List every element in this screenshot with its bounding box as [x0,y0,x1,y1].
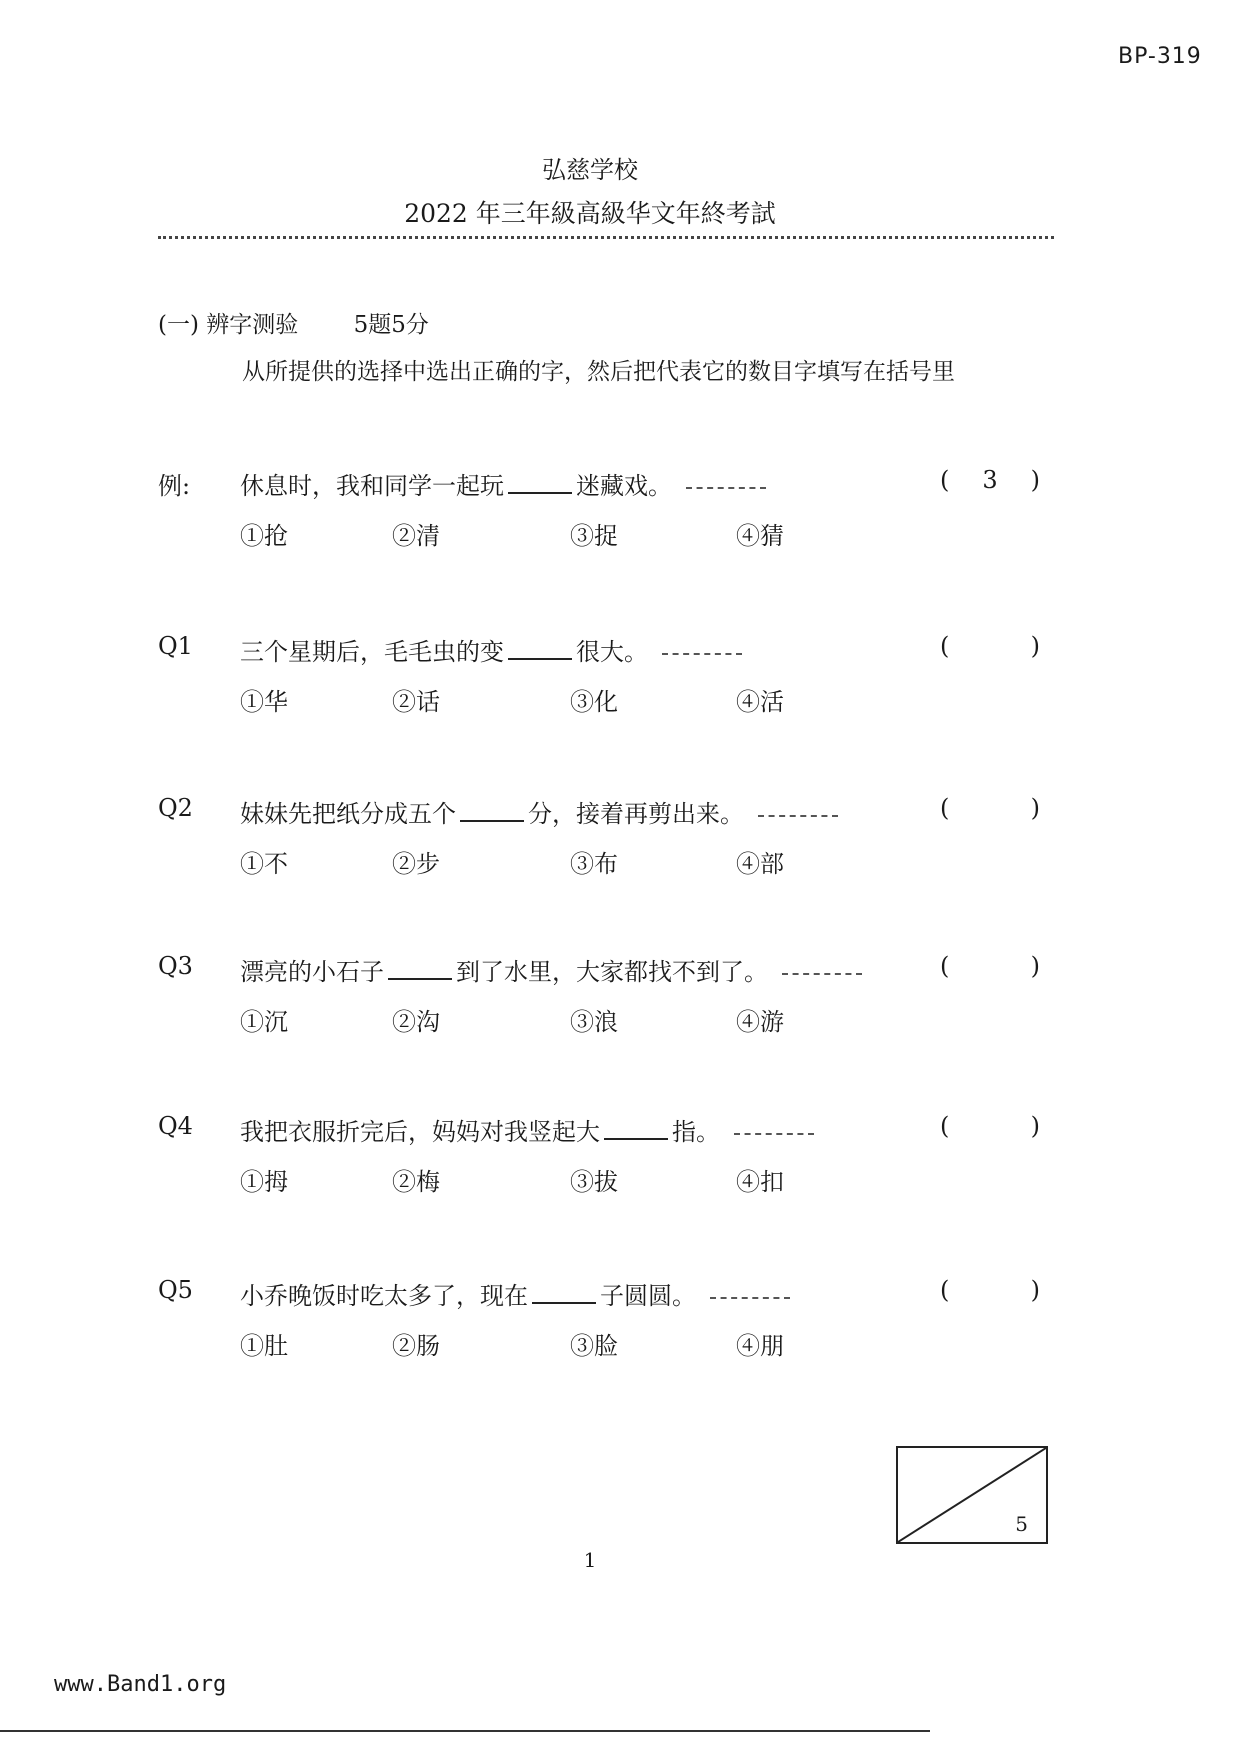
school-name: 弘慈学校 [542,156,638,184]
answer-option: ③拔 [570,1168,618,1196]
question-text-before: 三个星期后，毛毛虫的变 [240,638,504,666]
answer-option: ④活 [736,688,784,716]
answer-blank [460,800,524,822]
dotted-leader [662,653,742,655]
question-text [240,952,862,987]
dotted-leader [710,1297,790,1299]
question-text-after: 很大。 [576,638,648,666]
right-paren: ) [1030,1276,1040,1304]
answer-parentheses[interactable] [940,466,1040,494]
right-paren: ) [1030,952,1040,980]
answer-option: ④猜 [736,522,784,550]
answer-option: ②清 [392,522,440,550]
answer-option: ①沉 [240,1008,288,1036]
question-text-after: 子圆圆。 [600,1282,696,1310]
answer-option: ②步 [392,850,440,878]
score-box [896,1446,1048,1544]
answer-option: ④朋 [736,1332,784,1360]
question-text-after: 迷藏戏。 [576,472,672,500]
left-paren: ( [940,466,950,494]
question-text-after: 到了水里，大家都找不到了。 [456,958,768,986]
question-text [240,794,838,829]
question-text-before: 我把衣服折完后，妈妈对我竖起大 [240,1118,600,1146]
section-points: 5题5分 [353,312,429,338]
page-number: 1 [583,1548,597,1572]
answer-option: ③化 [570,688,618,716]
dotted-leader [734,1133,814,1135]
document-code: BP-319 [1118,44,1202,69]
section-instructions: 从所提供的选择中选出正确的字，然后把代表它的数目字填写在括号里 [242,359,955,385]
left-paren: ( [940,952,950,980]
answer-option: ①华 [240,688,288,716]
answer-blank [508,638,572,660]
question-label: Q1 [158,632,193,660]
question-label: Q5 [158,1276,193,1304]
answer-option: ①抢 [240,522,288,550]
question-text-after: 指。 [672,1118,720,1146]
answer-option: ③布 [570,850,618,878]
right-paren: ) [1030,794,1040,822]
question-label: Q3 [158,952,193,980]
answer-blank [604,1118,668,1140]
exam-title: 2022 年三年級高級华文年終考試 [404,199,776,228]
answer-option: ②肠 [392,1332,440,1360]
answer-option: ①不 [240,850,288,878]
question-text-after: 分，接着再剪出来。 [528,800,744,828]
question-text-before: 休息时，我和同学一起玩 [240,472,504,500]
question-text [240,1112,814,1147]
answer-option: ①拇 [240,1168,288,1196]
answer-option: ③浪 [570,1008,618,1036]
answer-option: ④扣 [736,1168,784,1196]
answer-option: ②话 [392,688,440,716]
score-value: 5 [1015,1512,1028,1536]
question-text-before: 小乔晚饭时吃太多了，现在 [240,1282,528,1310]
footer-line [0,1730,930,1732]
dotted-leader [686,487,766,489]
answer-option: ②沟 [392,1008,440,1036]
answer-option: ①肚 [240,1332,288,1360]
answer-option: ③脸 [570,1332,618,1360]
dotted-leader [782,973,862,975]
left-paren: ( [940,794,950,822]
right-paren: ) [1030,632,1040,660]
dotted-leader [758,815,838,817]
divider-rule [158,236,1054,239]
answer-option: ②梅 [392,1168,440,1196]
answer-parentheses[interactable] [940,952,1040,980]
answer-parentheses[interactable] [940,1112,1040,1140]
right-paren: ) [1030,1112,1040,1140]
answer-blank [388,958,452,980]
left-paren: ( [940,1276,950,1304]
answer-value: 3 [982,466,998,494]
question-label: 例: [158,472,191,500]
answer-blank [508,472,572,494]
section-title: (一) 辨字测验 [158,312,299,338]
answer-parentheses[interactable] [940,632,1040,660]
question-text [240,466,766,501]
left-paren: ( [940,1112,950,1140]
answer-option: ④游 [736,1008,784,1036]
left-paren: ( [940,632,950,660]
question-label: Q2 [158,794,193,822]
answer-option: ③捉 [570,522,618,550]
question-text-before: 妹妹先把纸分成五个 [240,800,456,828]
question-text [240,632,742,667]
footer-url: www.Band1.org [54,1672,227,1697]
question-label: Q4 [158,1112,193,1140]
answer-option: ④部 [736,850,784,878]
answer-parentheses[interactable] [940,1276,1040,1304]
answer-blank [532,1282,596,1304]
section-heading [158,306,429,339]
question-text-before: 漂亮的小石子 [240,958,384,986]
right-paren: ) [1030,466,1040,494]
question-text [240,1276,790,1311]
answer-parentheses[interactable] [940,794,1040,822]
